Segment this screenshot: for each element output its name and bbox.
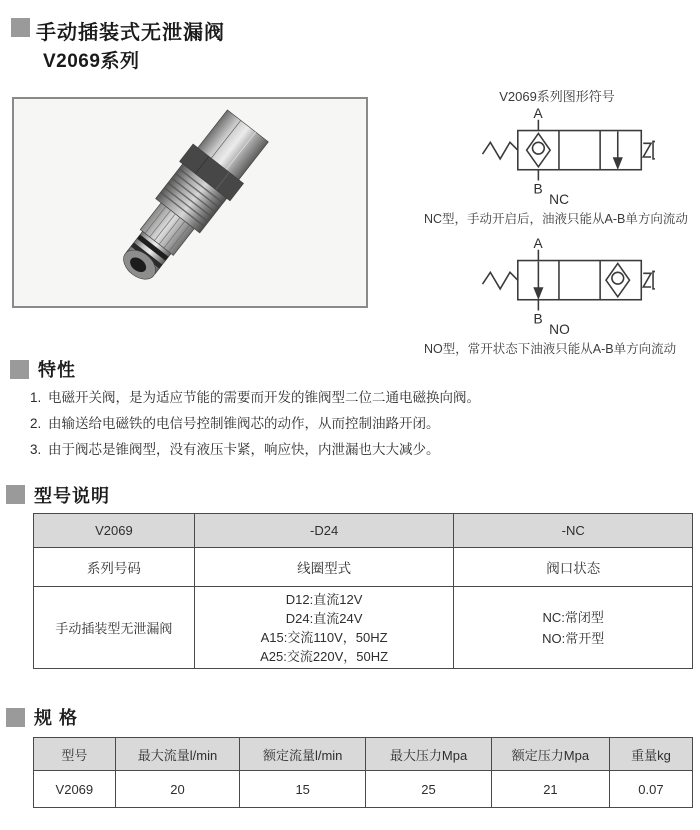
- nc-port-b-label: B: [533, 181, 543, 197]
- feature-text: 电磁开关阀，是为适应节能的需要而开发的锥阀型二位二通电磁换向阀。: [48, 390, 480, 405]
- spec-rated-flow-value: 15: [240, 771, 366, 808]
- feature-item: [30, 411, 670, 437]
- spec-col-rated-flow: 额定流量l/min: [240, 738, 366, 771]
- page-subtitle: V2069系列: [43, 51, 140, 72]
- spec-data-row: [34, 771, 693, 808]
- spec-rated-pressure-value: 21: [491, 771, 609, 808]
- title-bullet-square: [11, 18, 30, 37]
- valve-photo-illustration: [14, 99, 366, 306]
- feature-number: 3.: [30, 442, 42, 457]
- no-valve-symbol: [459, 237, 655, 337]
- coil-option: D12:直流12V: [285, 591, 363, 607]
- model-code-state: -NC: [454, 514, 693, 548]
- no-port-b-label: B: [533, 311, 543, 327]
- model-detail-name: 手动插装型无泄漏阀: [34, 587, 195, 669]
- symbol-column: [420, 86, 694, 357]
- port-state-option: NC:常闭型: [542, 609, 604, 625]
- specifications-table: [33, 737, 693, 808]
- model-heading: 型号说明: [34, 486, 110, 506]
- page-title: 手动插装式无泄漏阀: [36, 22, 225, 44]
- features-bullet-square: [10, 360, 29, 379]
- symbol-caption: V2069系列图形符号: [499, 89, 615, 104]
- nc-state-label: NC: [549, 192, 569, 207]
- spec-col-weight: 重量kg: [609, 738, 692, 771]
- no-port-a-label: A: [533, 237, 543, 251]
- nc-port-a-label: A: [533, 107, 543, 121]
- feature-item: [30, 385, 670, 411]
- model-label-series: 系列号码: [34, 548, 195, 587]
- feature-item: [30, 437, 670, 463]
- nc-valve-symbol: [459, 107, 655, 207]
- spec-heading: 规 格: [34, 708, 79, 728]
- spec-max-flow-value: 20: [115, 771, 240, 808]
- spec-col-model: 型号: [34, 738, 116, 771]
- feature-number: 2.: [30, 416, 42, 431]
- coil-option: D24:直流24V: [285, 610, 363, 626]
- model-code-coil: -D24: [194, 514, 454, 548]
- model-bullet-square: [6, 485, 25, 504]
- features-heading: 特性: [38, 360, 76, 380]
- spec-max-pressure-value: 25: [366, 771, 492, 808]
- coil-option: A15:交流110V，50HZ: [260, 629, 388, 645]
- coil-option: A25:交流220V，50HZ: [260, 648, 389, 664]
- no-state-label: NO: [549, 322, 570, 337]
- feature-number: 1.: [30, 390, 42, 405]
- spec-col-max-flow: 最大流量l/min: [115, 738, 240, 771]
- model-label-state: 阀口状态: [454, 548, 693, 587]
- no-description: NO型，常开状态下油液只能从A-B单方向流动: [424, 342, 677, 356]
- spec-model-value: V2069: [34, 771, 116, 808]
- port-state-option: NO:常开型: [542, 630, 605, 646]
- model-designation-table: [33, 513, 693, 669]
- model-code-series: V2069: [34, 514, 195, 548]
- model-label-coil: 线圈型式: [194, 548, 454, 587]
- model-detail-coil-options: [194, 587, 454, 669]
- feature-text: 由输送给电磁铁的电信号控制锥阀芯的动作，从而控制油路开闭。: [48, 416, 440, 431]
- nc-description: NC型，手动开启后，油液只能从A-B单方向流动: [424, 212, 688, 226]
- spec-weight-value: 0.07: [609, 771, 692, 808]
- spec-col-rated-pressure: 额定压力Mpa: [491, 738, 609, 771]
- model-detail-port-states: [454, 587, 693, 669]
- product-photo: [12, 97, 368, 308]
- spec-col-max-pressure: 最大压力Mpa: [366, 738, 492, 771]
- feature-text: 由于阀芯是锥阀型，没有液压卡紧，响应快，内泄漏也大大减少。: [48, 442, 440, 457]
- spec-bullet-square: [6, 708, 25, 727]
- features-list: [30, 385, 670, 463]
